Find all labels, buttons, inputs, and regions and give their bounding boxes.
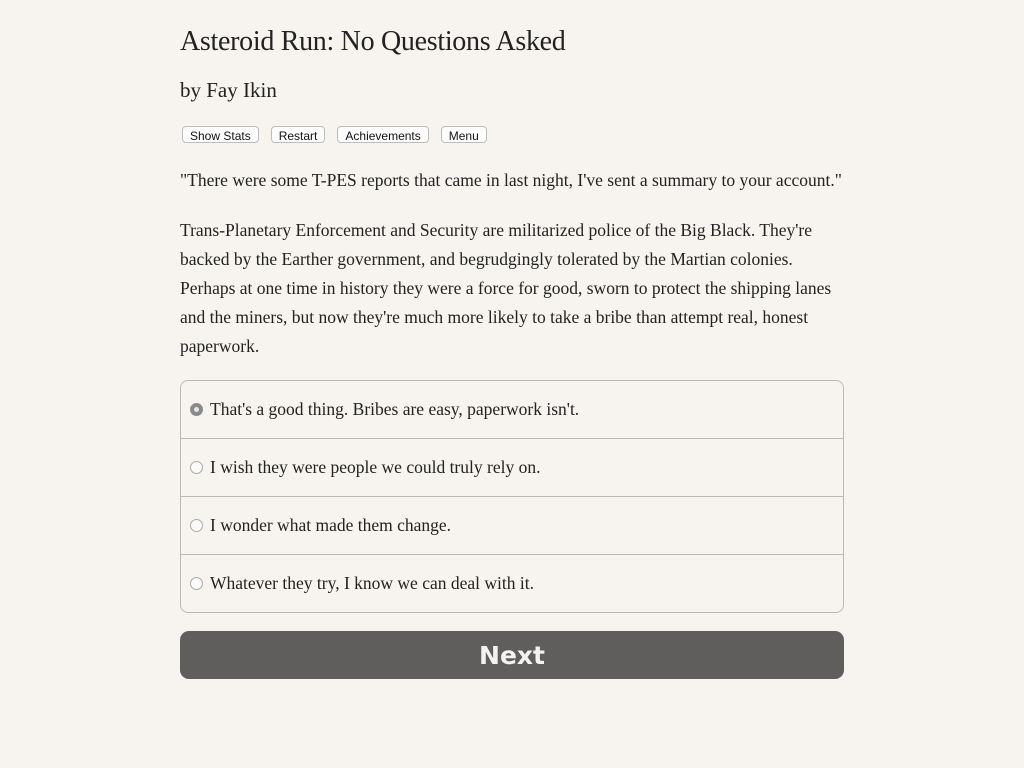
- menu-button[interactable]: Menu: [441, 126, 487, 143]
- toolbar: [182, 126, 487, 143]
- choice-option-3[interactable]: [181, 496, 843, 554]
- choice-list: [180, 380, 844, 613]
- story-paragraph: Trans-Planetary Enforcement and Security are militarized police of the Big Black. They're backed by the Earther government, and begrudgingly tolerated by the Martian colonies. Perhaps at one time in history they were a force for good, sworn to protect the shipping lanes and the miners, but now they're much more likely to take a bribe than attempt real, honest paperwork.: [180, 220, 832, 356]
- author-byline: by Fay Ikin: [180, 78, 277, 102]
- restart-button[interactable]: Restart: [271, 126, 326, 143]
- radio-button-3[interactable]: [190, 519, 203, 532]
- next-button[interactable]: Next: [180, 631, 844, 679]
- radio-button-1[interactable]: [190, 403, 203, 416]
- choice-label-2: I wish they were people we could truly rely on.: [210, 457, 541, 477]
- choice-option-2[interactable]: [181, 438, 843, 496]
- choice-label-4: Whatever they try, I know we can deal with it.: [210, 573, 534, 593]
- choice-label-1: That's a good thing. Bribes are easy, paperwork isn't.: [210, 399, 580, 419]
- choice-option-4[interactable]: [181, 554, 843, 612]
- story-quote: "There were some T-PES reports that came in last night, I've sent a summary to your account.": [180, 170, 842, 190]
- choice-option-1[interactable]: [181, 381, 843, 438]
- achievements-button[interactable]: Achievements: [337, 126, 428, 143]
- radio-button-2[interactable]: [190, 461, 203, 474]
- choice-label-3: I wonder what made them change.: [210, 515, 452, 535]
- radio-button-4[interactable]: [190, 577, 203, 590]
- show-stats-button[interactable]: Show Stats: [182, 126, 259, 143]
- game-title: Asteroid Run: No Questions Asked: [180, 26, 566, 57]
